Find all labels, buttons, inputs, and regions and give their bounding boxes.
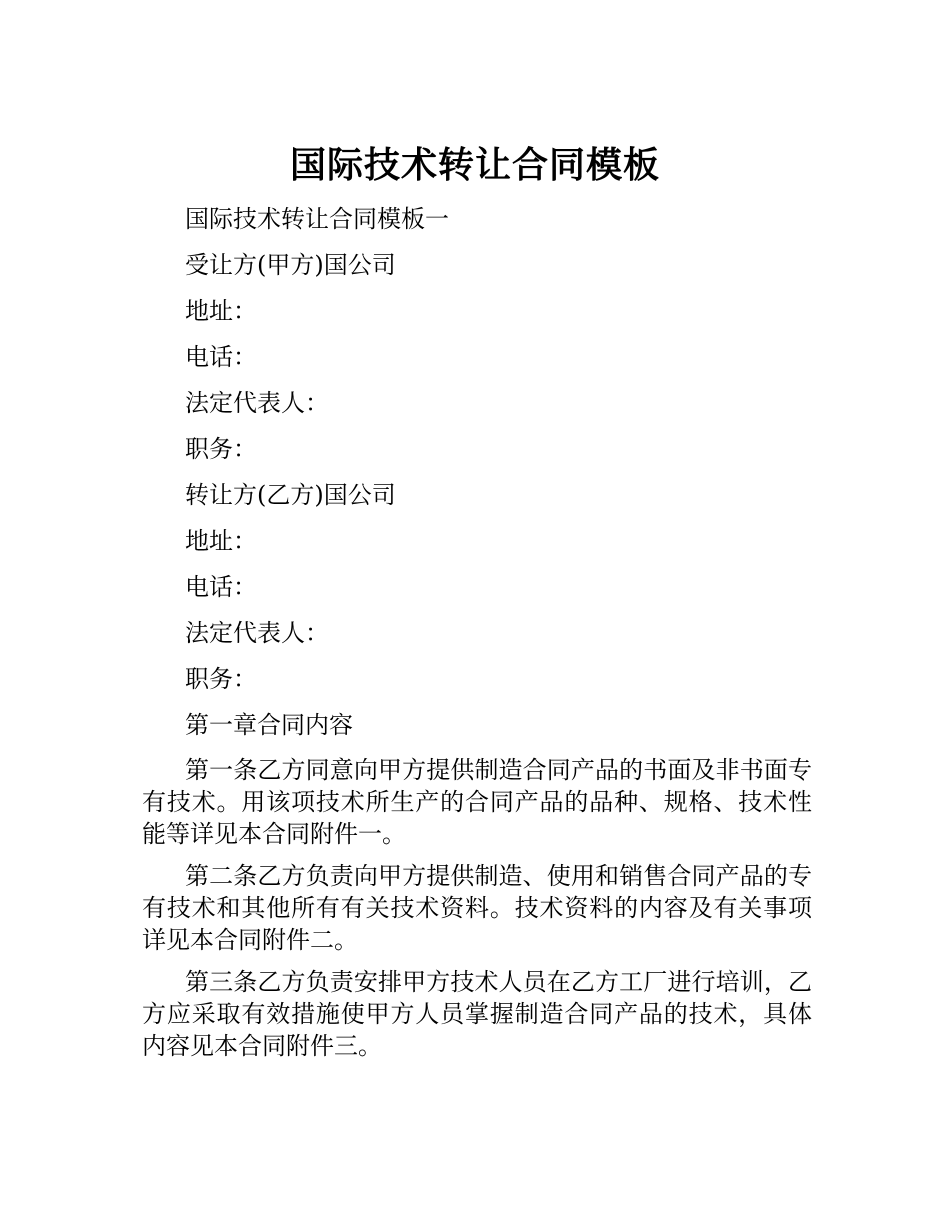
party-a-representative: 法定代表人： — [185, 389, 329, 417]
document-body — [142, 196, 812, 1072]
document-title: 国际技术转让合同模板 — [289, 145, 660, 187]
party-b-representative: 法定代表人： — [185, 619, 329, 647]
party-b-position: 职务： — [185, 665, 257, 693]
article-1: 第一条乙方同意向甲方提供制造合同产品的书面及非书面专有技术。用该项技术所生产的合同产品的品种、规格、技术性能等详见本合同附件一。 — [142, 756, 812, 848]
party-a-address: 地址： — [185, 297, 257, 325]
template-heading: 国际技术转让合同模板一 — [185, 205, 449, 233]
party-b-address: 地址： — [185, 527, 257, 555]
party-a-phone: 电话： — [185, 343, 257, 371]
party-a-position: 职务： — [185, 435, 257, 463]
article-3: 第三条乙方负责安排甲方技术人员在乙方工厂进行培训，乙方应采取有效措施使甲方人员掌握制造合同产品的技术，具体内容见本合同附件三。 — [142, 968, 812, 1060]
party-a-name: 受让方(甲方)国公司 — [185, 251, 396, 279]
chapter-heading: 第一章合同内容 — [185, 711, 353, 739]
party-b-phone: 电话： — [185, 573, 257, 601]
party-b-name: 转让方(乙方)国公司 — [185, 481, 396, 509]
article-2: 第二条乙方负责向甲方提供制造、使用和销售合同产品的专有技术和其他所有有关技术资料。技术资料的内容及有关事项详见本合同附件二。 — [142, 862, 812, 954]
